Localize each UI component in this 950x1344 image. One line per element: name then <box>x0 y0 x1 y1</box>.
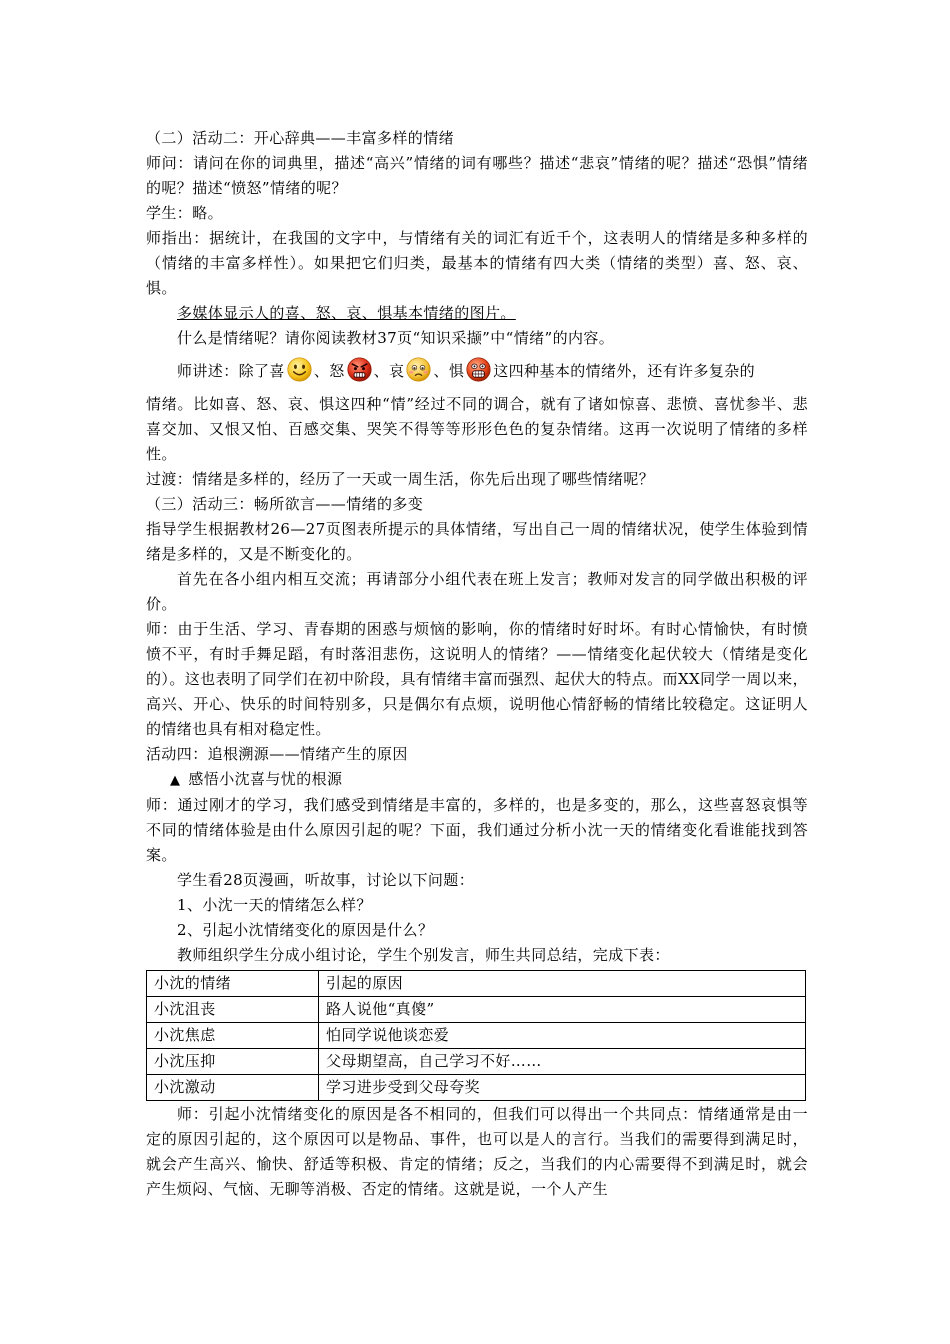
teacher-point: 师指出：据统计，在我国的文字中，与情绪有关的词汇有近千个，这表明人的情绪是多种多样的（情绪的丰富多样性）。如果把它们归类，最基本的情绪有四大类（情绪的类型）喜、怒、哀、惧。 <box>146 229 808 297</box>
heading-activity-3: （三）活动三：畅所欲言——情绪的多变 <box>146 495 424 513</box>
fear-icon <box>465 356 492 383</box>
teacher-study-paragraph: 师：通过刚才的学习，我们感受到情绪是丰富的，多样的，也是多变的，那么，这些喜怒哀惧等不同的情绪体验是由什么原因引起的呢？下面，我们通过分析小沈一天的情绪变化看谁能找到答案。 <box>146 796 808 864</box>
multimedia-text: 多媒体显示人的喜、怒、哀、惧基本情绪的图片。 <box>177 304 516 322</box>
triangle-icon: ▲ <box>170 773 181 788</box>
document-page <box>146 126 808 1202</box>
question-2: 2、引起小沈情绪变化的原因是什么？ <box>177 921 434 939</box>
feel-line <box>146 767 808 793</box>
what-is-emotion: 什么是情绪呢？请你阅读教材37页“知识采撷”中“情绪”的内容。 <box>177 329 615 347</box>
emo-text-5: 这四种基本的情绪外，还有许多复杂的 <box>493 362 756 380</box>
emo-text-1: 师讲述：除了喜 <box>177 362 285 380</box>
table-cell: 小沈激动 <box>147 1075 319 1101</box>
emo-text-3: 、哀 <box>373 362 405 380</box>
emotion-continued: 情绪。比如喜、怒、哀、惧这四种“情”经过不同的调合，就有了诸如惊喜、悲愤、喜忧参半、悲喜交加、又恨又怕、百感交集、哭笑不得等等形形色色的复杂情绪。这再一次说明了情绪的多样性。 <box>146 395 808 463</box>
transition: 过渡：情绪是多样的，经历了一天或一周生活，你先后出现了哪些情绪呢？ <box>146 470 655 488</box>
table-row <box>147 1075 806 1101</box>
comic-paragraph: 学生看28页漫画，听故事，讨论以下问题： <box>177 871 475 889</box>
table-header-row <box>147 971 806 997</box>
teacher-question: 师问：请问在你的词典里，描述“高兴”情绪的词有哪些？描述“悲哀”情绪的呢？描述“恐惧”情绪的呢？描述“愤怒”情绪的呢？ <box>146 154 808 197</box>
table-cell: 小沈焦虑 <box>147 1023 319 1049</box>
table-cell: 路人说他“真傻” <box>319 997 806 1023</box>
student-reply: 学生：略。 <box>146 204 224 222</box>
table-cell: 父母期望高，自己学习不好…… <box>319 1049 806 1075</box>
table-header-cell: 引起的原因 <box>319 971 806 997</box>
feel-text: 感悟小沈喜与忧的根源 <box>188 770 343 788</box>
table-header-cell: 小沈的情绪 <box>147 971 319 997</box>
emo-text-2: 、怒 <box>313 362 345 380</box>
heading-activity-4: 活动四：追根溯源——情绪产生的原因 <box>146 745 408 763</box>
angry-icon <box>346 356 373 383</box>
emotion-table <box>146 970 806 1101</box>
heading-activity-2: （二）活动二：开心辞典——丰富多样的情绪 <box>146 129 455 147</box>
guide-paragraph: 指导学生根据教材26—27页图表所提示的具体情绪，写出自己一周的情绪状况，使学生体验到情绪是多样的，又是不断变化的。 <box>146 520 808 563</box>
table-cell: 学习进步受到父母夸奖 <box>319 1075 806 1101</box>
table-cell: 小沈沮丧 <box>147 997 319 1023</box>
multimedia-note <box>146 301 808 326</box>
table-cell: 小沈压抑 <box>147 1049 319 1075</box>
question-1: 1、小沈一天的情绪怎么样？ <box>177 896 372 914</box>
table-cell: 怕同学说他谈恋爱 <box>319 1023 806 1049</box>
table-row <box>147 997 806 1023</box>
emo-text-4: 、惧 <box>433 362 465 380</box>
organize-paragraph: 教师组织学生分成小组讨论，学生个别发言，师生共同总结，完成下表： <box>177 946 670 964</box>
table-row <box>147 1049 806 1075</box>
table-row <box>147 1023 806 1049</box>
first-paragraph: 首先在各小组内相互交流；再请部分小组代表在班上发言；教师对发言的同学做出积极的评价。 <box>146 570 808 613</box>
teacher-life-paragraph: 师：由于生活、学习、青春期的困惑与烦恼的影响，你的情绪时好时坏。有时心情愉快，有时愤愤不平，有时手舞足蹈，有时落泪悲伤，这说明人的情绪？——情绪变化起伏较大（情绪是变化的）。这也表明了同学们在初中阶段，具有情绪丰富而强烈、起伏大的特点。而XX同学一周以来，高兴、开心、快乐的时间特别多，只是偶尔有点烦，说明他心情舒畅的情绪比较稳定。这证明人的情绪也具有相对稳定性。 <box>146 620 808 738</box>
smile-icon <box>286 356 313 383</box>
teacher-cause-paragraph: 师：引起小沈情绪变化的原因是各不相同的，但我们可以得出一个共同点：情绪通常是由一定的原因引起的，这个原因可以是物品、事件，也可以是人的言行。当我们的需要得到满足时，就会产生高兴、愉快、舒适等积极、肯定的情绪；反之，当我们的内心需要得不到满足时，就会产生烦闷、气恼、无聊等消极、否定的情绪。这就是说，一个人产生 <box>146 1105 808 1198</box>
sad-icon <box>405 356 432 383</box>
emotion-sentence <box>146 355 808 388</box>
